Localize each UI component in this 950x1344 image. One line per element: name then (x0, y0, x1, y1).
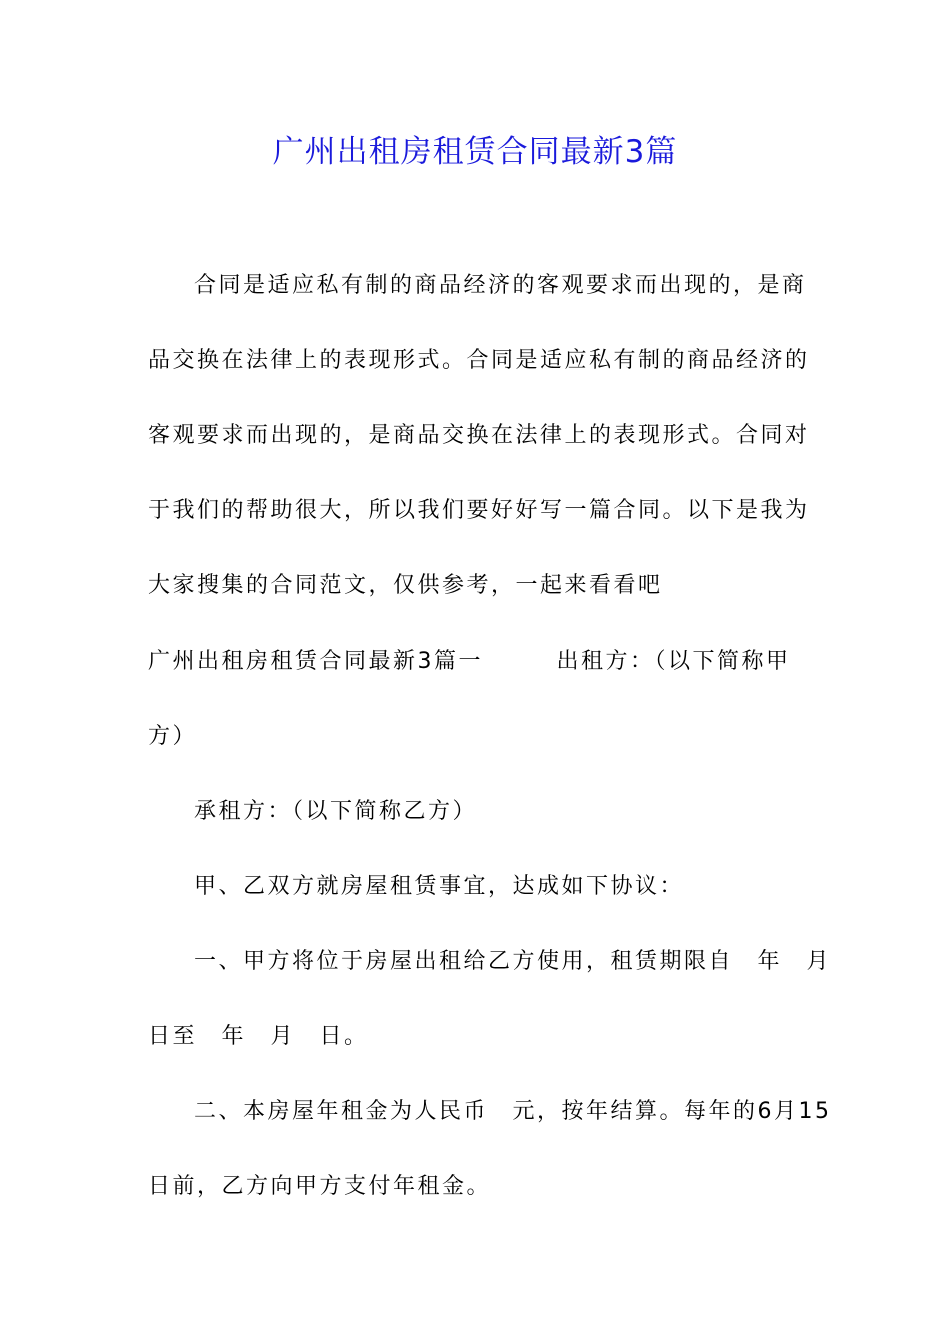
agreement-line: 甲、乙双方就房屋租赁事宜，达成如下协议： (194, 874, 685, 899)
clause-2-line-2: 日前，乙方向甲方支付年租金。 (148, 1174, 492, 1199)
intro-line-1: 合同是适应私有制的商品经济的客观要求而出现的，是商 (194, 273, 807, 298)
clause-1-line-2: 日至 年 月 日。 (148, 1024, 369, 1049)
section-heading-line-1: 广州出租房租赁合同最新3篇一 出租方：（以下简称甲 (148, 649, 791, 674)
section-heading-line-2: 方） (148, 724, 198, 749)
intro-line-2: 品交换在法律上的表现形式。合同是适应私有制的商品经济的 (148, 348, 810, 373)
lessee-line: 承租方：（以下简称乙方） (194, 799, 478, 824)
intro-line-5: 大家搜集的合同范文，仅供参考，一起来看看吧 (148, 573, 663, 598)
clause-2-line-1: 二、本房屋年租金为人民币 元，按年结算。每年的6月15 (194, 1099, 832, 1124)
document-title: 广州出租房租赁合同最新3篇 (272, 134, 678, 170)
intro-line-4: 于我们的帮助很大，所以我们要好好写一篇合同。以下是我为 (148, 498, 810, 523)
intro-line-3: 客观要求而出现的，是商品交换在法律上的表现形式。合同对 (148, 423, 810, 448)
clause-1-line-1: 一、甲方将位于房屋出租给乙方使用，租赁期限自 年 月 (194, 949, 832, 974)
